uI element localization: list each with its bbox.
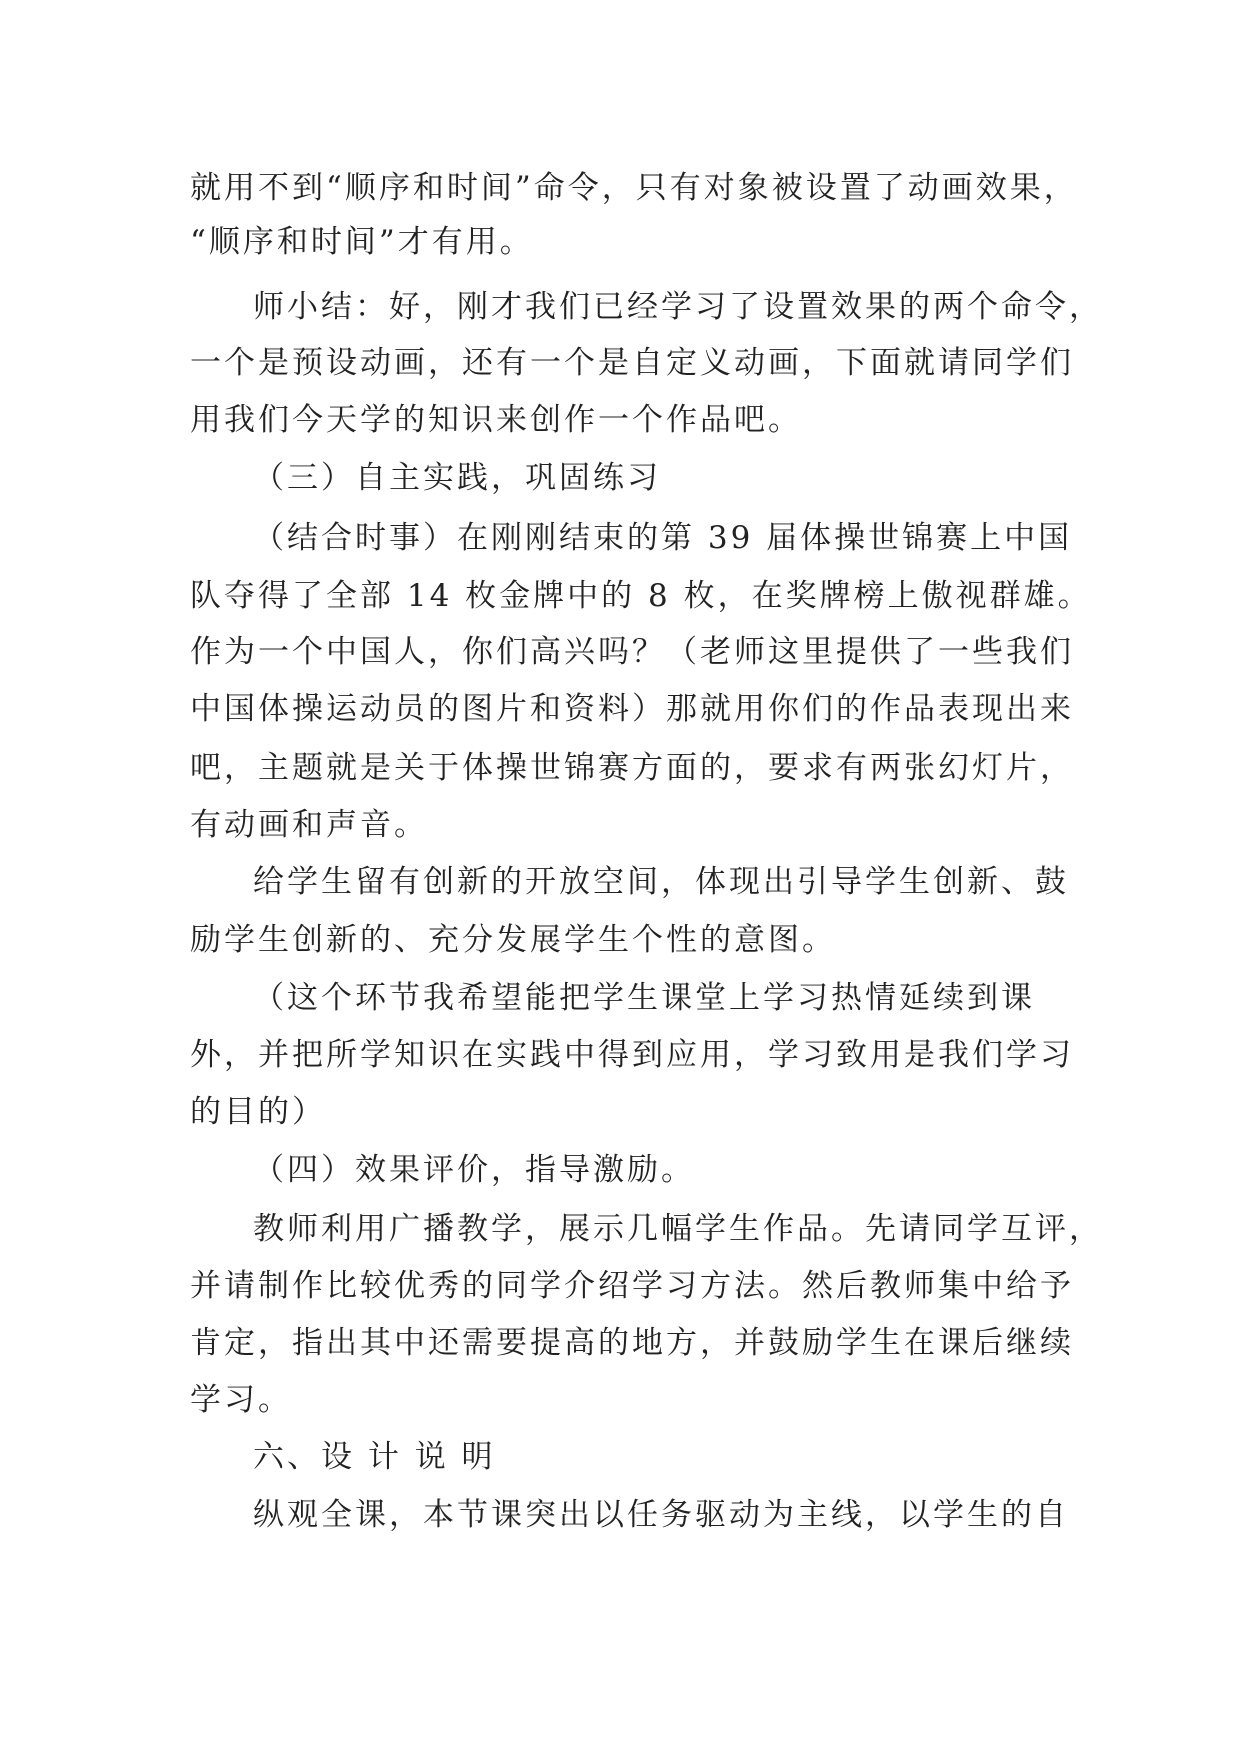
- body-text-line: 励学生创新的、充分发展学生个性的意图。: [190, 922, 836, 958]
- section-heading-6: 六、设 计 说 明: [253, 1439, 496, 1475]
- body-text-line: 学习。: [190, 1382, 292, 1418]
- paragraph-start-line: （这个环节我希望能把学生课堂上学习热情延续到课: [253, 980, 1035, 1016]
- body-text-line: 中国体操运动员的图片和资料）那就用你们的作品表现出来: [190, 691, 1074, 727]
- paragraph-start-line: 师小结：好，刚才我们已经学习了设置效果的两个命令，: [253, 289, 1103, 325]
- body-text-line: 并请制作比较优秀的同学介绍学习方法。然后教师集中给予: [190, 1268, 1074, 1304]
- section-heading-4: （四）效果评价，指导激励。: [253, 1152, 695, 1188]
- section-heading-3: （三）自主实践，巩固练习: [253, 460, 661, 496]
- body-text-line: 就用不到“顺序和时间”命令，只有对象被设置了动画效果，: [190, 170, 1078, 206]
- paragraph-start-line: （结合时事）在刚刚结束的第 39 届体操世锦赛上中国: [253, 520, 1073, 556]
- body-text-line: 一个是预设动画，还有一个是自定义动画，下面就请同学们: [190, 345, 1074, 381]
- paragraph-start-line: 纵观全课，本节课突出以任务驱动为主线，以学生的自: [253, 1497, 1069, 1533]
- body-text-line: 队夺得了全部 14 枚金牌中的 8 枚，在奖牌榜上傲视群雄。: [190, 578, 1092, 614]
- body-text-line: 肯定，指出其中还需要提高的地方，并鼓励学生在课后继续: [190, 1325, 1074, 1361]
- body-text-line: “顺序和时间”才有用。: [190, 224, 534, 260]
- body-text-line: 吧，主题就是关于体操世锦赛方面的，要求有两张幻灯片，: [190, 750, 1074, 786]
- body-text-line: 的目的）: [190, 1094, 326, 1130]
- body-text-line: 作为一个中国人，你们高兴吗？（老师这里提供了一些我们: [190, 634, 1074, 670]
- body-text-line: 外，并把所学知识在实践中得到应用，学习致用是我们学习: [190, 1037, 1074, 1073]
- paragraph-start-line: 教师利用广播教学，展示几幅学生作品。先请同学互评，: [253, 1211, 1103, 1247]
- body-text-line: 用我们今天学的知识来创作一个作品吧。: [190, 402, 802, 438]
- body-text-line: 有动画和声音。: [190, 807, 428, 843]
- paragraph-start-line: 给学生留有创新的开放空间，体现出引导学生创新、鼓: [253, 864, 1069, 900]
